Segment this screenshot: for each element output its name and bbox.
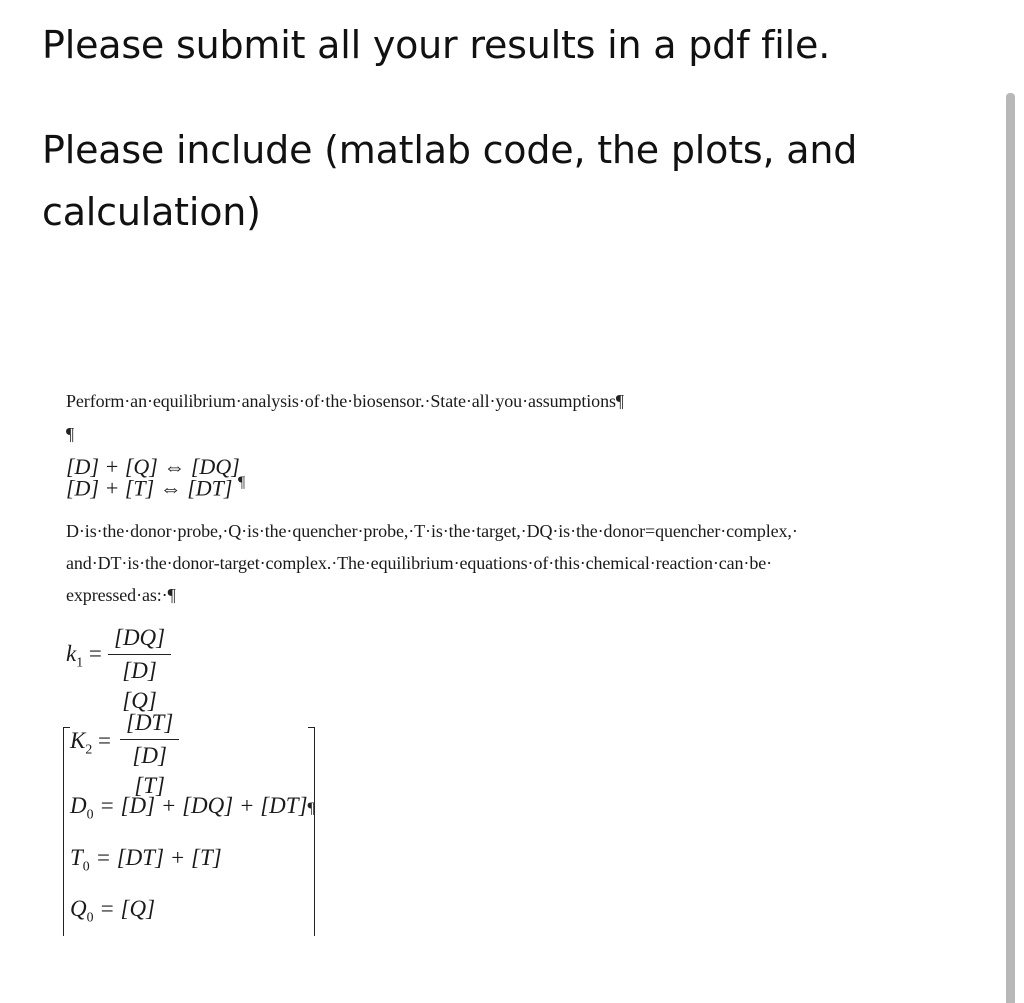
vertical-scrollbar[interactable] bbox=[1006, 93, 1015, 1003]
description-line-3-text: expressed·as:· bbox=[66, 585, 168, 605]
equation-T0 bbox=[70, 845, 222, 875]
equation-Q0 bbox=[70, 896, 155, 926]
reaction-dq-text: [D] + [Q] ⇔ [DQ] bbox=[66, 454, 240, 479]
k1-equals: = bbox=[88, 641, 102, 666]
k1-fraction-bar bbox=[108, 654, 171, 655]
system-bracket-left bbox=[63, 727, 70, 936]
pilcrow-mark: ¶ bbox=[615, 391, 624, 411]
pilcrow-mark: ¶ bbox=[167, 585, 176, 605]
equation-K2-fraction bbox=[120, 708, 179, 801]
K2-denominator: [D][T] bbox=[132, 743, 167, 798]
intro-paragraph bbox=[66, 391, 624, 412]
Q0-rhs: = [Q] bbox=[99, 896, 156, 921]
K2-fraction-bar bbox=[120, 739, 179, 740]
pilcrow-mark: ¶ bbox=[307, 800, 315, 817]
D0-symbol: D bbox=[70, 793, 87, 818]
equation-k1-lhs bbox=[66, 641, 102, 671]
k1-symbol: k bbox=[66, 641, 77, 666]
equation-K2-lhs bbox=[70, 728, 111, 758]
T0-rhs: = [DT] + [T] bbox=[95, 845, 222, 870]
T0-symbol: T bbox=[70, 845, 83, 870]
pilcrow-mark: ¶ bbox=[237, 474, 246, 491]
pilcrow-mark: ¶ bbox=[66, 424, 75, 444]
intro-text: Perform·an·equilibrium·analysis·of·the·biosensor.·State·all·you·assumptions bbox=[66, 391, 616, 411]
Q0-subscript: 0 bbox=[86, 909, 94, 925]
K2-subscript: 2 bbox=[85, 741, 93, 757]
T0-subscript: 0 bbox=[82, 858, 90, 874]
K2-equals: = bbox=[98, 728, 111, 753]
D0-rhs: = [D] + [DQ] + [DT] bbox=[99, 793, 308, 818]
instruction-heading-submit: Please submit all your results in a pdf file. bbox=[42, 23, 831, 67]
D0-subscript: 0 bbox=[86, 806, 94, 822]
instruction-heading-include: Please include (matlab code, the plots, and calculation) bbox=[42, 128, 858, 234]
equation-D0 bbox=[70, 793, 315, 823]
Q0-symbol: Q bbox=[70, 896, 87, 921]
description-line-3 bbox=[66, 585, 176, 606]
k1-subscript: 1 bbox=[76, 654, 84, 670]
system-bracket-right bbox=[308, 727, 315, 936]
equation-k1-fraction bbox=[108, 623, 171, 716]
k1-numerator: [DQ] bbox=[114, 625, 166, 650]
empty-paragraph-mark bbox=[66, 424, 74, 445]
k1-denominator: [D][Q] bbox=[122, 658, 157, 713]
K2-numerator: [DT] bbox=[126, 710, 174, 735]
reaction-dt bbox=[66, 474, 245, 501]
description-line-2: and·DT·is·the·donor-target·complex.·The·equilibrium·equations·of·this·chemical·reaction·can·be· bbox=[66, 553, 773, 573]
description-line-1: D·is·the·donor·probe,·Q·is·the·quencher·probe,·T·is·the·target,·DQ·is·the·donor=quencher·complex,· bbox=[66, 521, 798, 541]
reaction-dt-text: [D] + [T] ⇔ [DT] bbox=[66, 475, 233, 501]
K2-symbol: K bbox=[70, 728, 86, 753]
